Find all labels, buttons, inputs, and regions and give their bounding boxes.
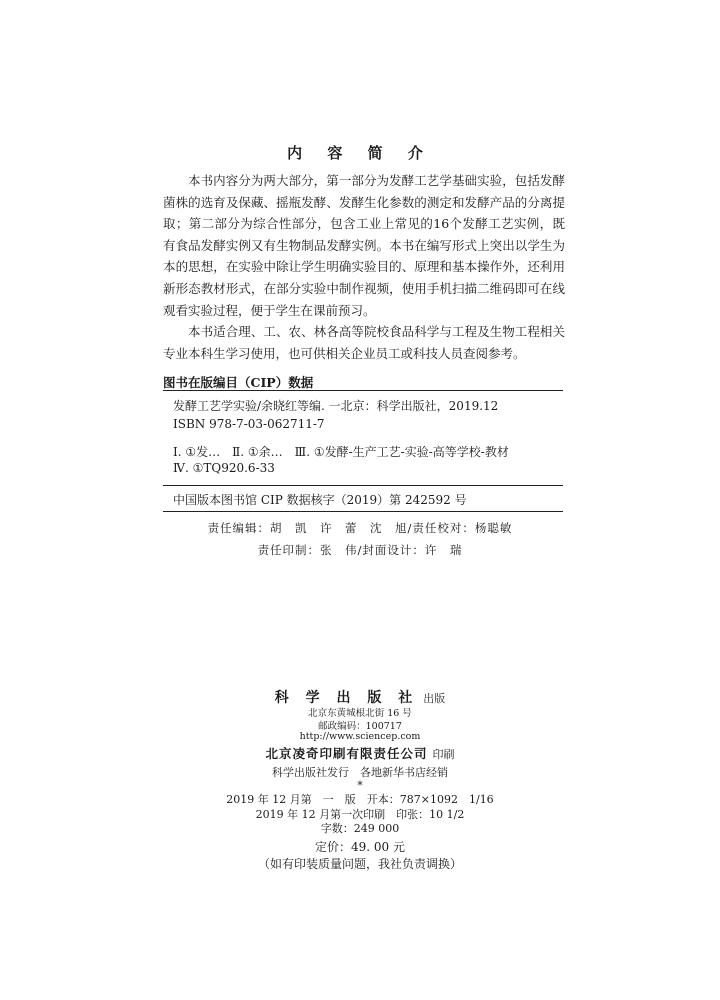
cip-heading: 图书在版编目（CIP）数据: [163, 375, 314, 390]
publisher-suffix: 出版: [423, 692, 446, 705]
summary-body: [163, 170, 565, 364]
summary-paragraph-2: 本书适合理、工、农、林各高等院校食品科学与工程及生物工程相关专业本科生学习使用，也可供相关企业员工或科技人员查阅参考。: [163, 324, 565, 361]
cip-isbn-line: ISBN 978-7-03-062711-7: [173, 417, 325, 431]
publisher-address: 北京东黄城根北街 16 号: [308, 708, 412, 719]
publisher-postcode: 邮政编码：100717: [318, 721, 402, 732]
word-count: 字数：249 000: [320, 822, 400, 835]
cip-record-number: 中国版本图书馆 CIP 数据核字（2019）第 242592 号: [173, 493, 467, 507]
publisher-line: [0, 687, 720, 707]
edition-line: 2019 年 12 月第 一 版 开本：787×1092 1/16: [226, 793, 494, 806]
cip-divider: [163, 485, 563, 486]
distribution-line: 科学出版社发行 各地新华书店经销: [272, 766, 448, 779]
summary-paragraph-1: 本书内容分为两大部分，第一部分为发酵工艺学基础实验，包括发酵菌株的选育及保藏、摇瓶发酵、发酵生化参数的测定和发酵产品的分离提取；第二部分为综合性部分，包含工业上常见的16个发酵工艺实例，既有食品发酵实例又有生物制品发酵实例。本书在编写形式上突出以学生为本的思想，在实验中除让学生明确实验目的、原理和基本操作外，还利用新形态教材形式，在部分实验中制作视频，使用手机扫描二维码即可在线观看实验过程，便于学生在课前预习。: [163, 173, 565, 318]
summary-title: 内 容 简 介: [287, 144, 433, 162]
publisher-website: http://www.sciencep.com: [299, 731, 421, 742]
printer-line: [0, 743, 720, 762]
printing-line: 2019 年 12 月第一次印刷 印张：10 1/2: [255, 808, 465, 821]
cip-box: [163, 390, 563, 512]
quality-notice: （如有印装质量问题，我社负责调换）: [257, 857, 462, 871]
staff-printing: 责任印制：张 伟/封面设计：许 瑞: [257, 543, 463, 557]
publisher-name: 科 学 出 版 社: [274, 690, 419, 706]
cip-classification-line-2: Ⅳ. ①TQ920.6-33: [173, 461, 275, 475]
price: 定价：49. 00 元: [315, 840, 405, 854]
printer-name: 北京凌奇印刷有限责任公司: [265, 746, 428, 761]
cip-classification-line: Ⅰ. ①发… Ⅱ. ①余… Ⅲ. ①发酵-生产工艺-实验-高等学校-教材: [173, 445, 509, 459]
printer-suffix: 印刷: [432, 748, 455, 761]
staff-editors: 责任编辑：胡 凯 许 蕾 沈 旭/责任校对：杨聪敏: [207, 521, 513, 535]
separator-star: *: [357, 779, 363, 792]
cip-title-line: 发酵工艺学实验/余晓红等编. 一北京：科学出版社，2019.12: [173, 399, 499, 413]
